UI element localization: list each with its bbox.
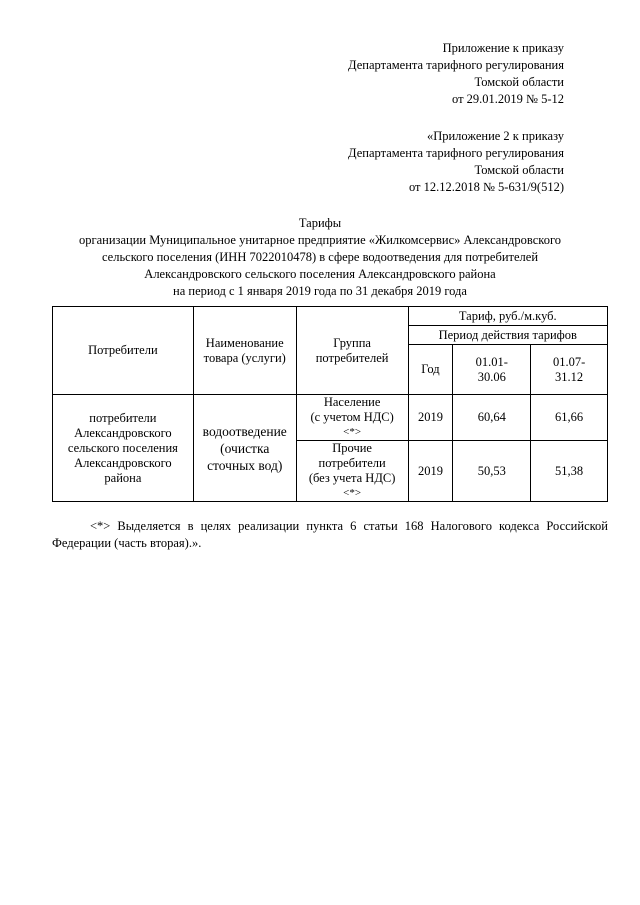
cell-tariff-p2: 51,38: [531, 441, 608, 502]
footnote: <*> Выделяется в целях реализации пункта 6 статьи 168 Налогового кодекса Российской Федерации (часть вторая).».: [52, 519, 608, 550]
title-line: сельского поселения (ИНН 7022010478) в сфере водоотведения для потребителей: [101, 250, 539, 264]
header-period-2: 01.07- 31.12: [531, 345, 608, 395]
appendix-line: Томской области: [474, 75, 564, 89]
header-period: Период действия тарифов: [408, 326, 608, 345]
appendix-line: от 29.01.2019 № 5-12: [451, 92, 564, 106]
document-title: [40, 215, 600, 300]
tariff-table: [52, 306, 608, 502]
appendix-line: Департамента тарифного регулирования: [348, 146, 564, 160]
header-group: Группа потребителей: [296, 307, 408, 395]
appendix-line: Томской области: [474, 163, 564, 177]
title-line: на период с 1 января 2019 года по 31 декабря 2019 года: [173, 284, 467, 298]
header-period-1: 01.01- 30.06: [453, 345, 531, 395]
cell-year: 2019: [408, 441, 453, 502]
cell-tariff-p1: 50,53: [453, 441, 531, 502]
header-year: Год: [408, 345, 453, 395]
title-line: организации Муниципальное унитарное предприятие «Жилкомсервис» Александровского: [78, 233, 562, 247]
header-consumers: Потребители: [53, 307, 194, 395]
title-heading: Тарифы: [298, 216, 342, 230]
title-line: Александровского сельского поселения Александровского района: [144, 267, 496, 281]
cell-tariff-p2: 61,66: [531, 395, 608, 441]
table-row: [53, 395, 608, 441]
appendix-line: «Приложение 2 к приказу: [426, 129, 564, 143]
header-service: Наименование товара (услуги): [193, 307, 296, 395]
cell-tariff-p1: 60,64: [453, 395, 531, 441]
appendix-line: от 12.12.2018 № 5-631/9(512): [408, 180, 564, 194]
cell-group: Прочие потребители (без учета НДС) <*>: [296, 441, 408, 502]
cell-service: водоотведение (очистка сточных вод): [193, 395, 296, 502]
appendix-line: Приложение к приказу: [442, 41, 564, 55]
cell-year: 2019: [408, 395, 453, 441]
cell-consumers: потребители Александровского сельского поселения Александровского района: [53, 395, 194, 502]
header-tariff: Тариф, руб./м.куб.: [408, 307, 608, 326]
cell-group: Население (с учетом НДС) <*>: [296, 395, 408, 441]
appendix-header-1: [348, 40, 564, 108]
appendix-header-2: [348, 128, 564, 196]
appendix-line: Департамента тарифного регулирования: [348, 58, 564, 72]
